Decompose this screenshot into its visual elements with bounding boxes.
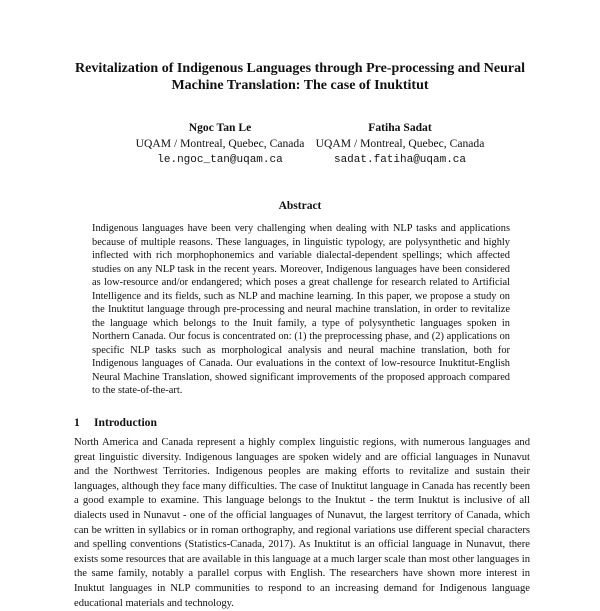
author-name: Fatiha Sadat: [368, 121, 432, 134]
author-block: [110, 120, 330, 168]
paper-title: Revitalization of Indigenous Languages through Pre-processing and Neural Machine Translation: The case of Inuktitut: [75, 61, 525, 93]
author-name: Ngoc Tan Le: [188, 121, 252, 134]
section-title: Introduction: [94, 416, 157, 429]
author-email: sadat.fatiha@uqam.ca: [333, 154, 467, 166]
author-email: le.ngoc_tan@uqam.ca: [157, 154, 283, 166]
section-body: North America and Canada represent a highly complex linguistic regions, with numerous languages and great linguistic diversity. Indigenous languages are spoken widely and are official languages in Nunavut and the Northwest Territories. Indigenous peoples are making efforts to revitalize and sustain their languages, although they face many difficulties. The case of Inuktitut language in Canada has recently been a good example to examine. This language belongs to the Inuktut - the term Inuktut is inclusive of all dialects used in Nunavut - one of the official languages of Nunavut, the largest territory of Canada, which can be written in syllabics or in roman orthography, and regional variations use different special characters and spelling conventions (Statistics-Canada, 2017). As Inuktitut is an official language in Nunavut, there exists some resources that are available in this language at a much larger scale than most other languages in the same family, notably a parallel corpus with English. The researchers have shown more interest in Inuktut languages in NLP communities to respond to an increasing demand for Indigenous language educational materials and technology.: [74, 437, 530, 609]
author-affiliation: UQAM / Montreal, Quebec, Canada: [135, 137, 305, 150]
section-heading: [74, 416, 157, 429]
section-number: 1: [74, 416, 80, 429]
abstract-text: Indigenous languages have been very challenging when dealing with NLP tasks and applications because of multiple reasons. These languages, in linguistic typology, are polysynthetic and highly inflected with rich morphophonemics and variable dialectal-dependent spellings; which affected studies on any NLP task in the recent years. Moreover, Indigenous languages have been considered as low-resource and/or endangered; which poses a great challenge for research related to Artificial Intelligence and its fields, such as NLP and machine learning. In this paper, we propose a study on the Inuktitut language through pre-processing and neural machine translation, in order to revitalize the language which belongs to the Inuit family, a type of polysynthetic languages spoken in Northern Canada. Our focus is concentrated on: (1) the preprocessing phase, and (2) applications on specific NLP tasks such as morphological analysis and neural machine translation, both for Indigenous languages of Canada. Our evaluations in the context of low-resource Inuktitut-English Neural Machine Translation, showed significant improvements of the proposed approach compared to the state-of-the-art.: [92, 223, 510, 396]
abstract-heading: Abstract: [278, 200, 322, 212]
author-block: [300, 120, 500, 168]
author-affiliation: UQAM / Montreal, Quebec, Canada: [315, 137, 485, 150]
